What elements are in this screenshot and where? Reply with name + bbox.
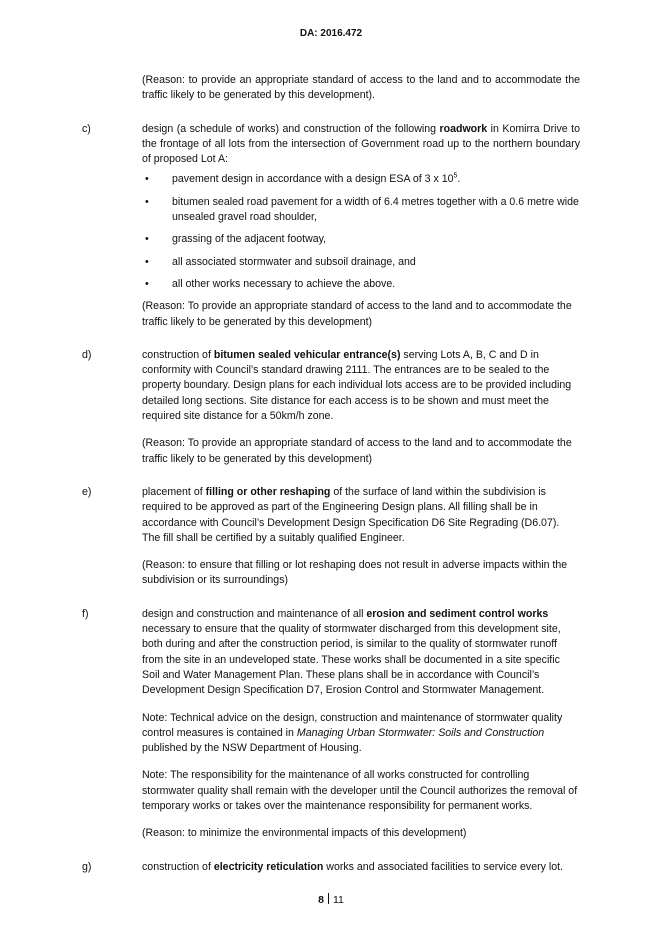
page-total: 11 bbox=[332, 894, 344, 906]
condition-f-label: f) bbox=[82, 607, 89, 620]
page-number: 8 bbox=[318, 894, 324, 906]
condition-e-reason: (Reason: to ensure that filling or lot reshaping does not result in adverse impacts within the subdivision or its surroundings) bbox=[142, 559, 568, 587]
condition-e-label: e) bbox=[82, 485, 92, 498]
condition-f bbox=[82, 607, 580, 842]
condition-f-reason: (Reason: to minimize the environmental impacts of this development) bbox=[142, 827, 467, 840]
condition-f-text: design and construction and maintenance of all erosion and sediment control works necessary to ensure that the quality of stormwater discharged from this development site, both during and after the construction period, is similar to the quality of stormwater runoff from the site in an undeveloped state. These works shall be documented in a site specific Soil and Water Management Plan. These plans shall be in accordance with Council’s Development Design Specification D7, Erosion Control and Stormwater Management. bbox=[142, 607, 561, 697]
condition-c-label: c) bbox=[82, 122, 91, 135]
condition-g-text: construction of electricity reticulation works and associated facilities to service every lot. bbox=[142, 860, 563, 873]
condition-d bbox=[82, 348, 580, 467]
condition-f-note-1: Note: Technical advice on the design, construction and maintenance of stormwater quality control measures is contained in Managing Urban Stormwater: Soils and Construction published by the NSW Department of Housing. bbox=[142, 711, 563, 755]
bullet-item: • pavement design in accordance with a design ESA of 3 x $10^5$. bbox=[142, 172, 580, 187]
condition-g-label: g) bbox=[82, 860, 92, 873]
page-footer bbox=[0, 893, 662, 908]
document-body bbox=[0, 73, 662, 875]
bullet-item: • grassing of the adjacent footway, bbox=[142, 232, 580, 247]
condition-c-bullets bbox=[142, 172, 580, 292]
condition-e bbox=[82, 485, 580, 589]
reason-top: (Reason: to provide an appropriate standard of access to the land and to accommodate the traffic likely to be generated by this development). bbox=[142, 74, 580, 102]
condition-f-note-2: Note: The responsibility for the maintenance of all works constructed for controlling stormwater quality shall remain with the developer until the Council authorizes the removal of temporary works or takes over the maintenance responsibility for permanent works. bbox=[142, 769, 578, 812]
condition-e-text: placement of filling or other reshaping of the surface of land within the subdivision is required to be approved as part of the Engineering Design plans. All filling shall be in accordance with Council’s Development Design Specification D6 Site Regrading (D6.07). The fill shall be certified by a suitably qualified Engineer. bbox=[142, 485, 560, 544]
condition-c-reason: (Reason: To provide an appropriate standard of access to the land and to accommodate the traffic likely to be generated by this development) bbox=[142, 300, 572, 328]
da-number-header: DA: 2016.472 bbox=[299, 28, 363, 39]
bullet-item: • bitumen sealed road pavement for a width of 6.4 metres together with a 0.6 metre wide unsealed gravel road shoulder, bbox=[142, 195, 580, 226]
condition-c-bold: roadwork bbox=[439, 122, 488, 135]
condition-c-text bbox=[142, 122, 580, 168]
bullet-item: • all other works necessary to achieve the above. bbox=[142, 277, 580, 292]
bullet-item: • all associated stormwater and subsoil drainage, and bbox=[142, 255, 580, 270]
condition-d-reason: (Reason: To provide an appropriate standard of access to the land and to accommodate the traffic likely to be generated by this development) bbox=[142, 437, 572, 465]
condition-g bbox=[82, 860, 580, 875]
condition-c-pre: design (a schedule of works) and construction of the following bbox=[142, 122, 440, 135]
condition-c-post: in Komirra Drive to the frontage of all lots from the intersection of Government road up to the northern boundary of proposed Lot A: bbox=[142, 122, 580, 166]
condition-d-text: construction of bitumen sealed vehicular entrance(s) serving Lots A, B, C and D in conformity with Council’s standard drawing 2111. The entrances are to be sealed to the property boundary. Design plans for each individual lots access are to be provided including detailed long sections. Site distance for each access is to be shown and must meet the required site distance for a 50km/h zone. bbox=[142, 348, 572, 423]
page-separator bbox=[328, 893, 329, 904]
condition-c bbox=[82, 122, 580, 330]
condition-d-label: d) bbox=[82, 348, 92, 361]
